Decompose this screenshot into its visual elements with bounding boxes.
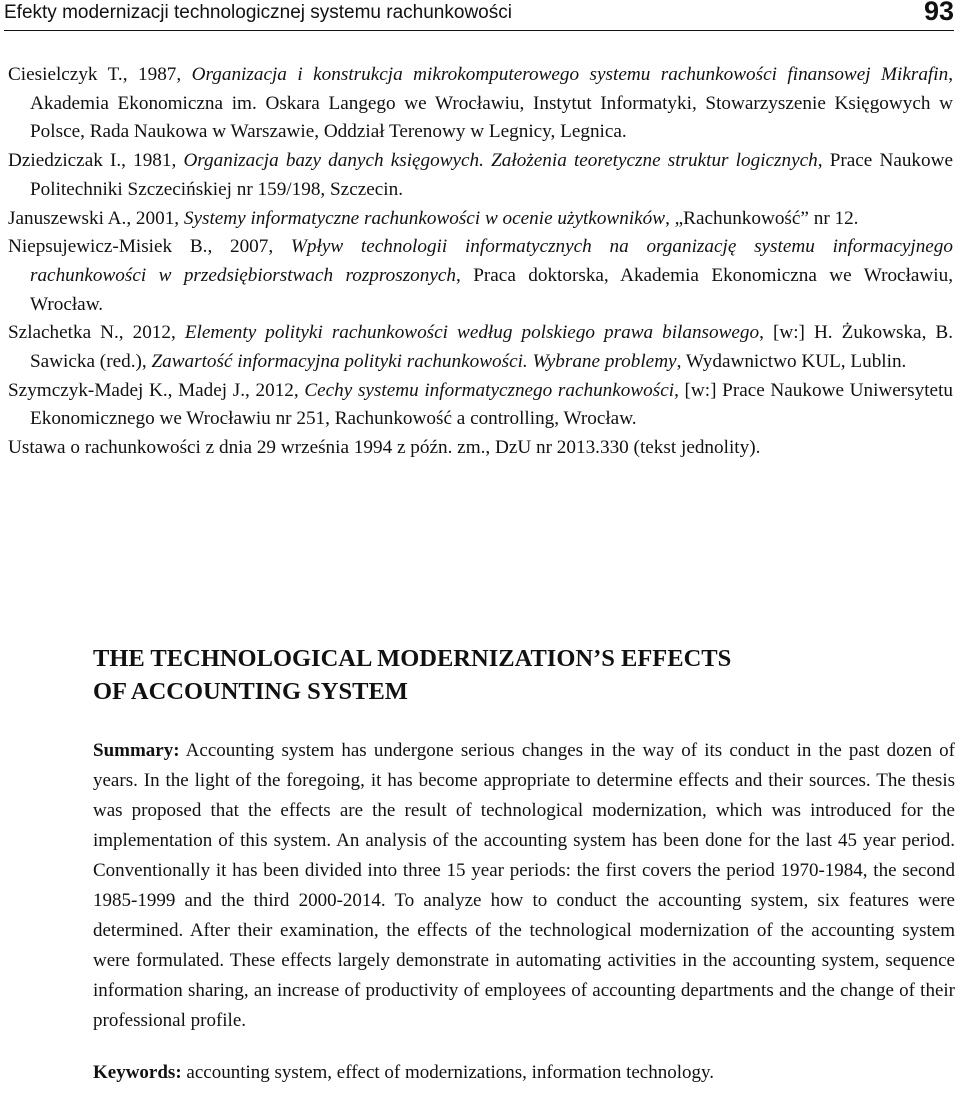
- reference-book-title: Zawartość informacyjna polityki rachunkowości. Wybrane problemy: [151, 351, 677, 373]
- reference-entry: Szymczyk-Madej K., Madej J., 2012, Cechy systemu informatycznego rachunkowości, [w:] Prace Naukowe Uniwersytetu Ekonomicznego we Wrocławiu nr 251, Rachunkowość a controlling, Wrocław.: [8, 379, 953, 430]
- reference-title: Elementy polityki rachunkowości według polskiego prawa bilansowego: [184, 322, 760, 344]
- reference-title: Systemy informatyczne rachunkowości w ocenie użytkowników: [183, 207, 666, 229]
- reference-entry: Niepsujewicz-Misiek B., 2007, Wpływ technologii informatycznych na organizację systemu informacyjnego rachunkowości w przedsiębiorstwach rozproszonych, Praca doktorska, Akademia Ekonomiczna we Wrocławiu, Wrocław.: [8, 236, 954, 315]
- running-title: Efekty modernizacji technologicznej systemu rachunkowości: [4, 2, 512, 23]
- page-header: [4, 0, 954, 31]
- reference-author: Szymczyk-Madej K., Madej J.: [8, 379, 246, 401]
- reference-author: Szlachetka N.: [8, 322, 119, 344]
- reference-entry: Januszewski A., 2001, Systemy informatyczne rachunkowości w ocenie użytkowników, „Rachunkowość” nr 12.: [8, 207, 859, 229]
- summary-text: Accounting system has undergone serious changes in the way of its conduct in the past dozen of years. In the light of the foregoing, it has become appropriate to determine effects and their sources. The thesis was proposed that the effects are the result of technological modernization, which was introduced for the implementation of this system. An analysis of the accounting system has been done for the last 45 year period. Conventionally it has been divided into three 15 year periods: the first covers the period 1970-1984, the second 1985-1999 and the third 2000-2014. To analyze how to conduct the accounting system, six features were determined. After their examination, the effects of the technological modernization of the accounting system were formulated. These effects largely demonstrate in automating activities in the accounting system, sequence information sharing, an increase of productivity of employees of accounting departments and the change of their professional profile.: [93, 740, 955, 1031]
- keywords-paragraph: [93, 1058, 955, 1088]
- bibliography: [8, 61, 953, 463]
- reference-entry: Ustawa o rachunkowości z dnia 29 września 1994 z późn. zm., DzU nr 2013.330 (tekst jednolity).: [8, 437, 761, 459]
- reference-author: Ciesielczyk T.: [8, 64, 123, 85]
- reference-author: Januszewski A.: [8, 207, 127, 229]
- english-title-line: THE TECHNOLOGICAL MODERNIZATION’S EFFECTS: [93, 645, 732, 672]
- page-number: 93: [923, 0, 954, 26]
- summary-label: Summary:: [93, 740, 180, 761]
- reference-entry: Ciesielczyk T., 1987, Organizacja i konstrukcja mikrokomputerowego systemu rachunkowości finansowej Mikrafin, Akademia Ekonomiczna im. Oskara Langego we Wrocławiu, Instytut Informatyki, Stowarzyszenie Księgowych w Polsce, Rada Naukowa w Warszawie, Oddział Terenowy w Legnicy, Legnica.: [8, 64, 953, 143]
- reference-title: Organizacja bazy danych księgowych. Założenia teoretyczne struktur logicznych: [183, 150, 818, 172]
- keywords-text: accounting system, effect of modernizations, information technology.: [181, 1062, 715, 1083]
- reference-title: Cechy systemu informatycznego rachunkowości: [304, 379, 675, 401]
- summary-paragraph: [93, 736, 955, 1036]
- reference-author: Niepsujewicz-Misiek B.: [8, 236, 208, 258]
- reference-title: Organizacja i konstrukcja mikrokomputerowego systemu rachunkowości finansowej Mikrafin: [191, 64, 949, 85]
- reference-entry: Dziedziczak I., 1981, Organizacja bazy danych księgowych. Założenia teoretyczne struktur logicznych, Prace Naukowe Politechniki Szczecińskiej nr 159/198, Szczecin.: [8, 150, 953, 200]
- reference-title: Wpływ technologii informatycznych na organizację systemu informacyjnego rachunkowości w przedsiębiorstwach rozproszonych: [30, 236, 953, 286]
- reference-author: Dziedziczak I.: [8, 150, 122, 172]
- english-title: [93, 642, 863, 708]
- english-title-line: OF ACCOUNTING SYSTEM: [93, 678, 408, 705]
- keywords-label: Keywords:: [93, 1062, 182, 1083]
- reference-entry: Szlachetka N., 2012, Elementy polityki rachunkowości według polskiego prawa bilansowego, [w:] H. Żukowska, B. Sawicka (red.), Zawartość informacyjna polityki rachunkowości. Wybrane problemy, Wydawnictwo KUL, Lublin.: [8, 322, 953, 373]
